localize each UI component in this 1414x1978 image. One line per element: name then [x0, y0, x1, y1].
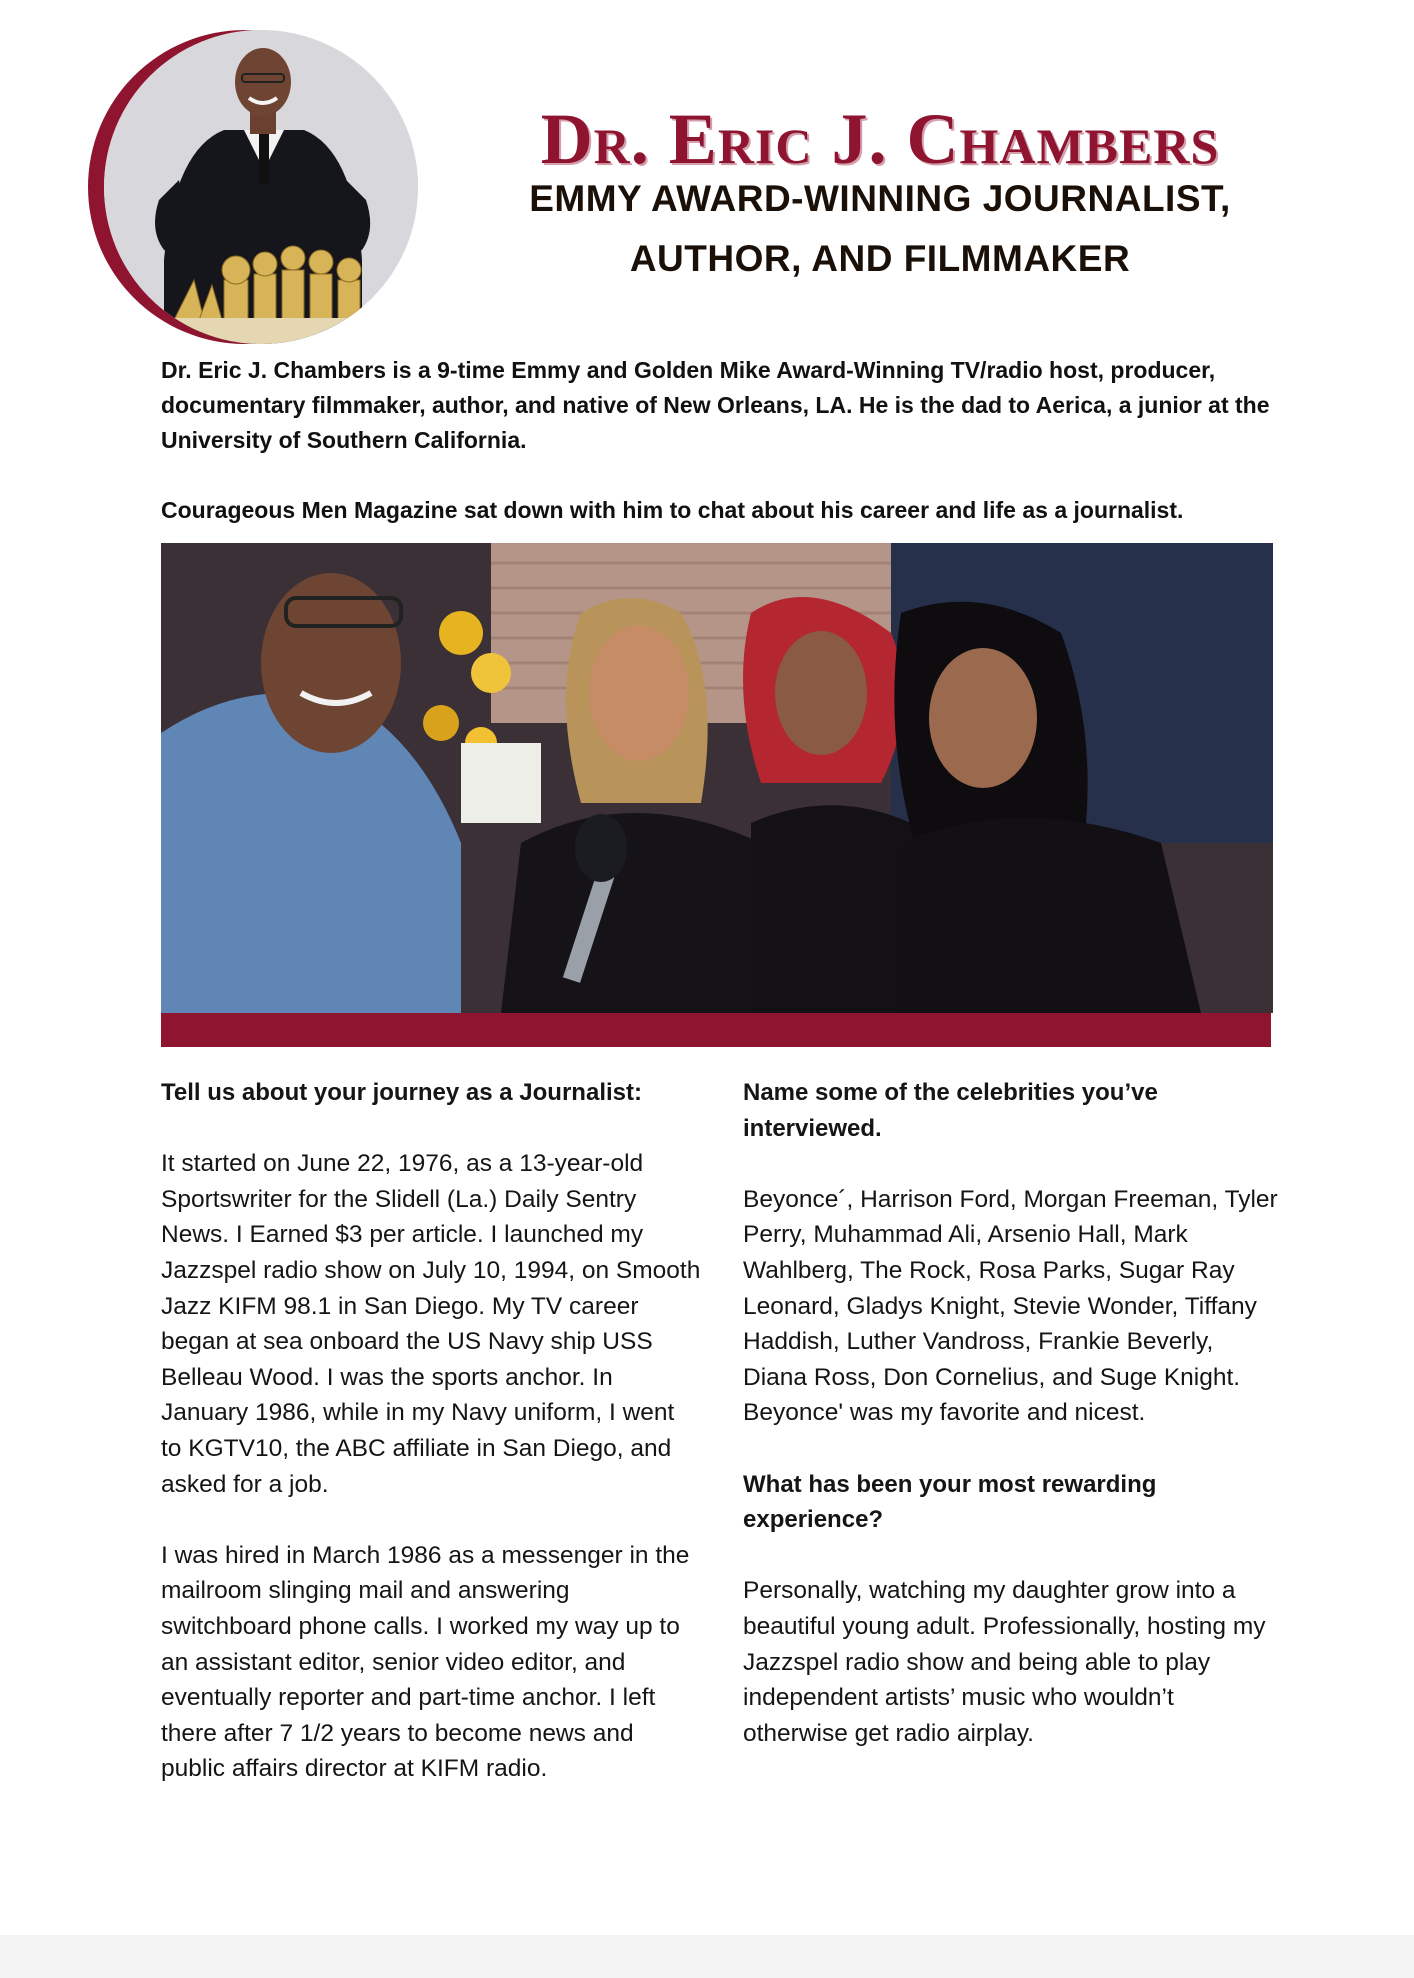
portrait-photo: [104, 30, 418, 344]
question-celebrities: Name some of the celebrities you’ve interviewed.: [743, 1079, 1158, 1142]
page-bottom-band: [0, 1935, 1414, 1978]
right-column: [743, 1075, 1283, 1751]
answer-rewarding: Personally, watching my daughter grow into a beautiful young adult. Professionally, hosting my Jazzspel radio show and being able to play independent artists’ music who wouldn’t otherwise get radio airplay.: [743, 1577, 1266, 1747]
answer-journey-paragraph-1: It started on June 22, 1976, as a 13-year-old Sportswriter for the Slidell (La.) Daily Sentry News. I Earned $3 per article. I launched my Jazzspel radio show on July 10, 1994, on Smooth Jazz KIFM 98.1 in San Diego. My TV career began at sea onboard the US Navy ship USS Belleau Wood. I was the sports anchor. In January 1986, while in my Navy uniform, I went to KGTV10, the ABC affiliate in San Diego, and asked for a job.: [161, 1150, 701, 1498]
intro-paragraph-2: Courageous Men Magazine sat down with him to chat about his career and life as a journalist.: [161, 497, 1184, 523]
page-title: Dr. Eric J. Chambers: [540, 99, 1220, 179]
portrait-frame: [88, 30, 424, 344]
intro-paragraph-1: Dr. Eric J. Chambers is a 9-time Emmy and Golden Mike Award-Winning TV/radio host, producer, documentary filmmaker, author, and native of New Orleans, LA. He is the dad to Aerica, a junior at the University of Southern California.: [161, 357, 1270, 453]
answer-journey-paragraph-2: I was hired in March 1986 as a messenger in the mailroom slinging mail and answering switchboard phone calls. I worked my way up to an assistant editor, senior video editor, and eventually reporter and part-time anchor. I left there after 7 1/2 years to become news and public affairs director at KIFM radio.: [161, 1541, 690, 1783]
feature-photo: [161, 543, 1273, 1013]
answer-celebrities: Beyonce´, Harrison Ford, Morgan Freeman, Tyler Perry, Muhammad Ali, Arsenio Hall, Mark Wahlberg, The Rock, Rosa Parks, Sugar Ray Leonard, Gladys Knight, Stevie Wonder, Tiffany Haddish, Luther Vandross, Frankie Beverly, Diana Ross, Don Cornelius, and Suge Knight. Beyonce' was my favorite and nicest.: [743, 1185, 1278, 1427]
subtitle-line-1: EMMY AWARD-WINNING JOURNALIST,: [529, 178, 1231, 219]
subtitle-line-2: AUTHOR, AND FILMMAKER: [629, 238, 1131, 279]
accent-bar: [161, 1013, 1271, 1047]
question-rewarding: What has been your most rewarding experience?: [743, 1470, 1157, 1534]
question-journey: Tell us about your journey as a Journalist:: [161, 1079, 642, 1106]
left-column: [161, 1075, 701, 1787]
intro-section: [161, 353, 1301, 528]
